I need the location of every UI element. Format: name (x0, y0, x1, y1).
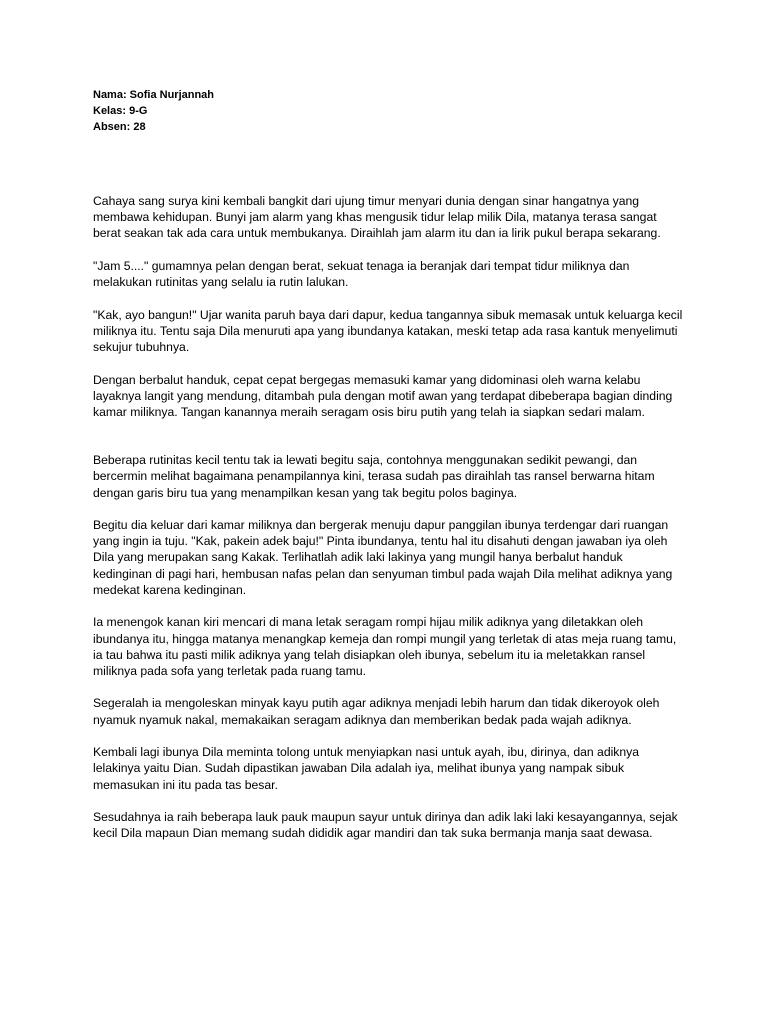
paragraph: "Jam 5...." gumamnya pelan dengan berat, sekuat tenaga ia beranjak dari tempat tidur miliknya dan melakukan rutinitas yang selalu ia rutin lalukan. (93, 258, 630, 290)
paragraph: Sesudahnya ia raih beberapa lauk pauk maupun sayur untuk dirinya dan adik laki laki kesayangannya, sejak kecil Dila mapaun Dian memang sudah dididik agar mandiri dan tak suka bermanja manja saat dewasa. (93, 810, 678, 841)
paragraph: Begitu dia keluar dari kamar miliknya dan bergerak menuju dapur panggilan ibunya terdengar dari ruangan yang ingin ia tuju. "Kak, pakein adek baju!" Pinta ibundanya, tentu hal itu disahuti dengan jawaban iya oleh Dila yang merupakan sang Kakak. Terlihatlah adik laki lakinya yang mungil hanya berbalut handuk kedinginan di pagi hari, hembusan nafas pelan dan senyuman timbul pada wajah Dila melihat adiknya yang medekat karena kedinginan. (93, 518, 673, 597)
paragraph: Cahaya sang surya kini kembali bangkit dari ujung timur menyari dunia dengan sinar hangatnya yang membawa kehidupan. Bunyi jam alarm yang khas mengusik tidur lelap milik Dila, matanya terasa sangat berat seakan tak ada cara untuk membukanya. Diraihlah jam alarm itu dan ia lirik pukul berapa sekarang. (93, 194, 661, 241)
paragraph: Segeralah ia mengoleskan minyak kayu putih agar adiknya menjadi lebih harum dan tidak dikeroyok oleh nyamuk nyamuk nakal, memakaikan seragam adiknya dan memberikan bedak pada wajah adiknya. (93, 696, 660, 727)
student-number: Absen: 28 (93, 121, 146, 133)
student-info-header (93, 87, 493, 135)
paragraph: Dengan berbalut handuk, cepat cepat bergegas memasuki kamar yang didominasi oleh warna kelabu layaknya langit yang mendung, ditambah pula dengan motif awan yang terdapat dibeberapa bagian dinding kamar miliknya. Tangan kanannya meraih seragam osis biru putih yang telah ia siapkan sedari malam. (93, 372, 673, 419)
paragraph: "Kak, ayo bangun!" Ujar wanita paruh baya dari dapur, kedua tangannya sibuk memasak untuk keluarga kecil miliknya itu. Tentu saja Dila menuruti apa yang ibundanya katakan, meski tetap ada rasa kantuk menyelimuti sekujur tubuhnya. (93, 307, 683, 355)
student-class: Kelas: 9-G (93, 105, 148, 117)
paragraph: Kembali lagi ibunya Dila meminta tolong untuk menyiapkan nasi untuk ayah, ibu, dirinya, dan adiknya lelakinya yaitu Dian. Sudah dipastikan jawaban Dila adalah iya, melihat ibunya yang nampak sibuk memasukan ini itu pada tas besar. (93, 745, 640, 792)
student-name: Nama: Sofia Nurjannah (93, 89, 215, 101)
paragraph: Beberapa rutinitas kecil tentu tak ia lewati begitu saja, contohnya menggunakan sedikit pewangi, dan bercermin melihat bagaimana penampilannya kini, terasa sudah pas diraihlah tas ransel berwarna hitam dengan garis biru tua yang menampilkan kesan yang tak begitu polos baginya. (93, 453, 655, 500)
story-body (93, 193, 683, 858)
paragraph: Ia menengok kanan kiri mencari di mana letak seragam rompi hijau milik adiknya yang diletakkan oleh ibundanya itu, hingga matanya menangkap kemeja dan rompi mungil yang terletak di atas meja ruang tamu, ia tau bahwa itu pasti milik adiknya yang telah disiapkan oleh ibunya, sebelum itu ia meletakkan ransel miliknya pada sofa yang terletak pada ruang tamu. (93, 615, 677, 678)
